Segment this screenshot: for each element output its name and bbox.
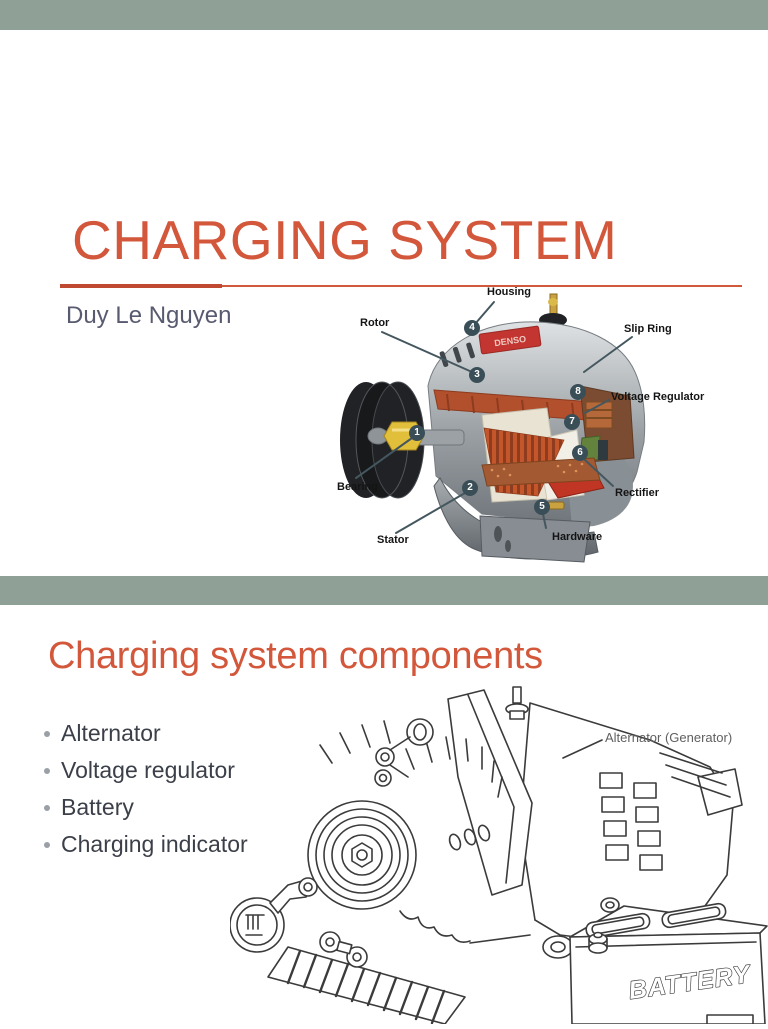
part-label-bearing: Bearing: [337, 481, 378, 493]
title-underline: [222, 285, 742, 287]
alternator-cutaway-figure: [332, 286, 710, 572]
bullet-dot: [44, 842, 50, 848]
bullet-item-charging-indicator: [44, 826, 248, 863]
callout-badge-4: 4: [464, 320, 480, 336]
slide-separator-bar: [0, 576, 768, 605]
callout-badge-6: 6: [572, 445, 588, 461]
callout-badge-5: 5: [534, 499, 550, 515]
callout-badge-7: 7: [564, 414, 580, 430]
slide-1: [0, 30, 768, 576]
bullet-label: Alternator: [61, 720, 161, 746]
callout-badge-2: 2: [462, 480, 478, 496]
top-margin-bar: [0, 0, 768, 30]
callout-badge-8: 8: [570, 384, 586, 400]
part-label-rotor: Rotor: [360, 317, 390, 329]
part-label-stator: Stator: [377, 534, 409, 546]
part-label-rectifier: Rectifier: [615, 487, 660, 499]
bullet-list: [44, 715, 248, 863]
part-label-voltage-regulator: Voltage Regulator: [611, 391, 705, 403]
bullet-label: Battery: [61, 794, 134, 820]
author-name: Duy Le Nguyen: [66, 302, 232, 329]
bullet-dot: [44, 731, 50, 737]
part-label-housing: Housing: [487, 286, 531, 298]
bullet-dot: [44, 768, 50, 774]
bullet-item-alternator: [44, 715, 248, 752]
slide2-title: Charging system components: [48, 635, 543, 677]
pulley-line-art: [308, 801, 416, 909]
battery-text: BATTERY: [626, 960, 753, 1005]
bullet-dot: [44, 805, 50, 811]
part-label-slip-ring: Slip Ring: [624, 323, 672, 335]
slide1-title: CHARGING SYSTEM: [72, 209, 618, 271]
callout-badge-3: 3: [469, 367, 485, 383]
bullet-label: Voltage regulator: [61, 757, 235, 783]
part-label-hardware: Hardware: [552, 531, 603, 543]
title-underline-accent: [60, 284, 222, 288]
callout-badge-1: 1: [409, 425, 425, 441]
bullet-item-voltage-regulator: [44, 752, 248, 789]
battery-line-art: [570, 903, 767, 1024]
components-line-drawing: [230, 685, 768, 1024]
bullet-item-battery: [44, 789, 248, 826]
alternator-generator-label: Alternator (Generator): [605, 730, 733, 745]
slide-2: [0, 605, 768, 1024]
bullet-label: Charging indicator: [61, 831, 248, 857]
brand-badge-text: DENSO: [493, 333, 527, 349]
